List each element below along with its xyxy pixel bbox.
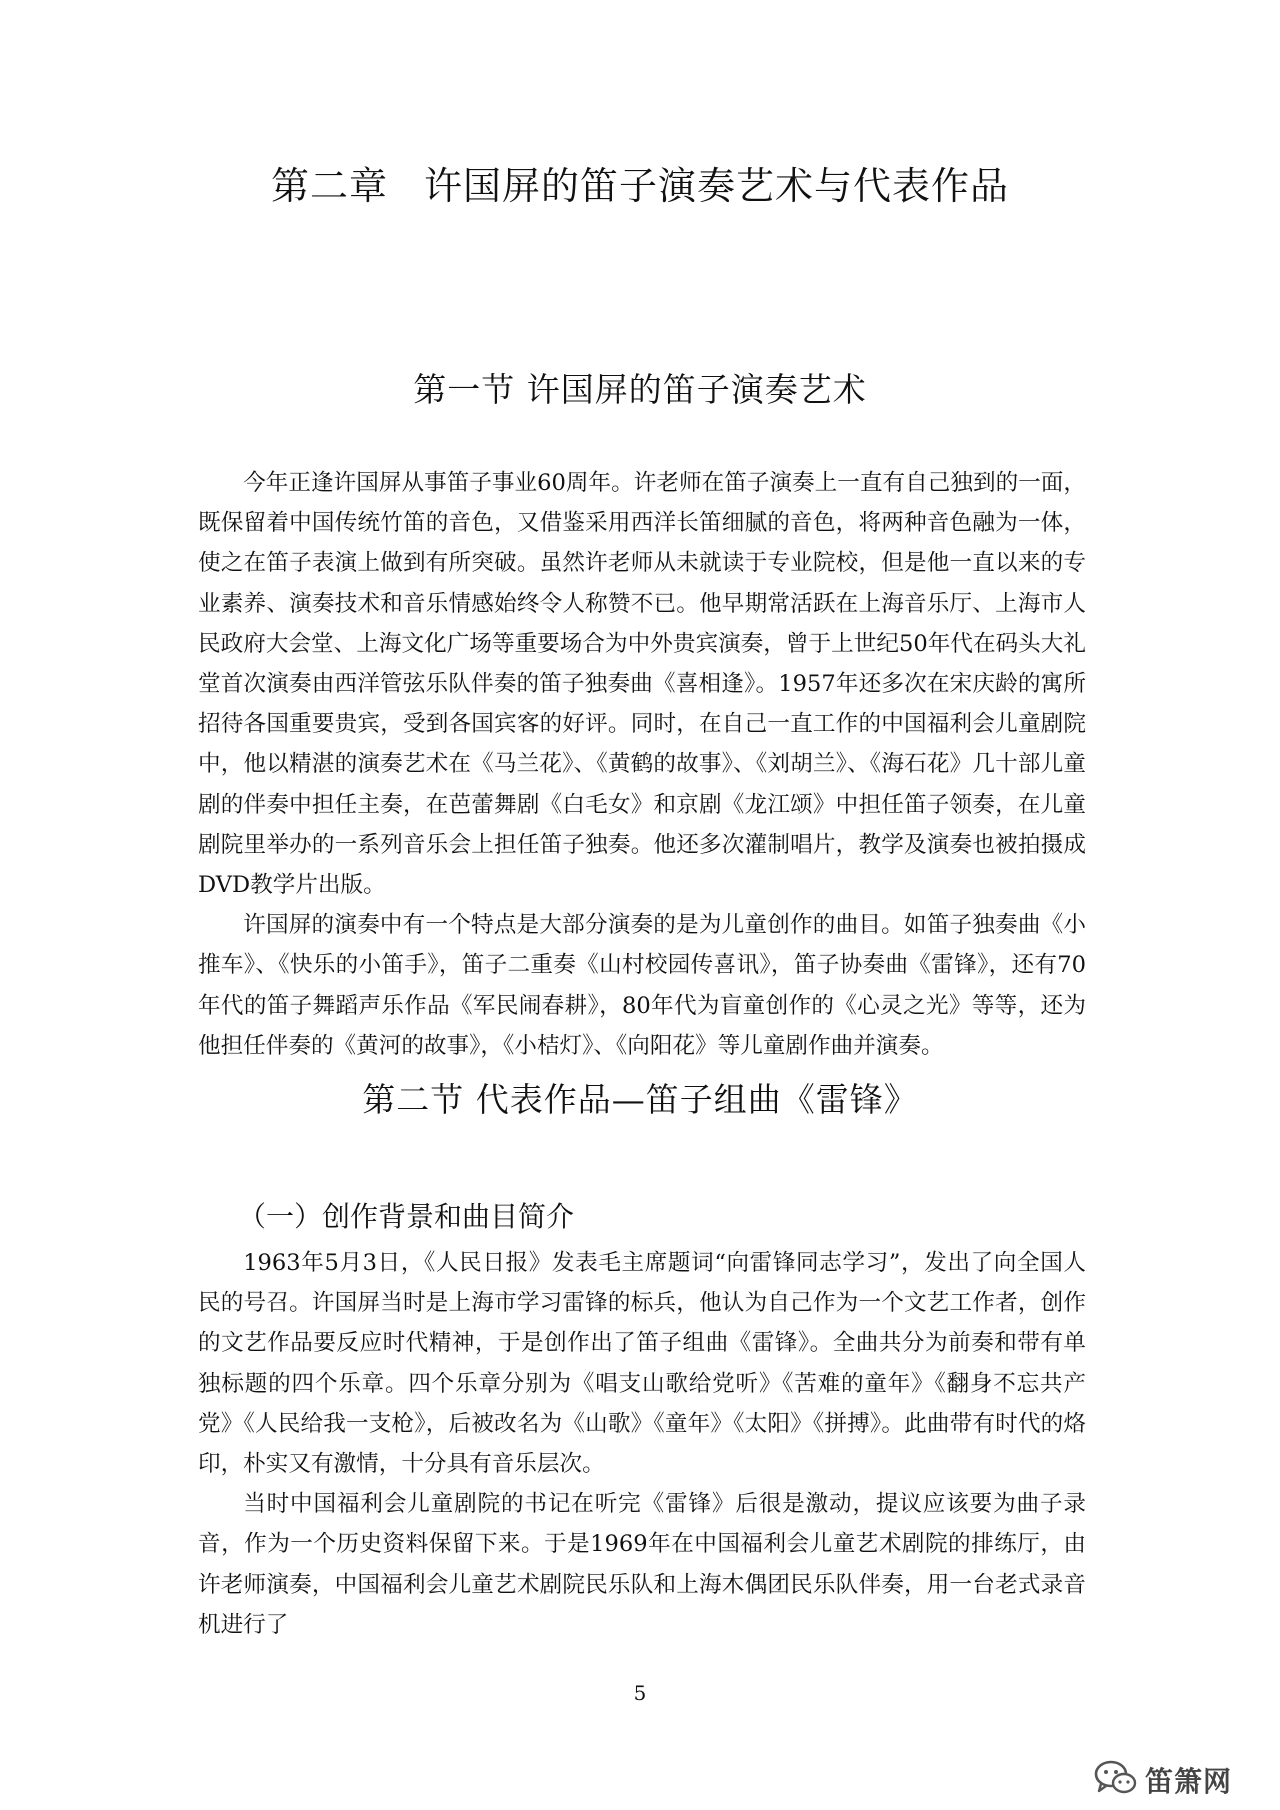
paragraph: 1963年5月3日，《人民日报》发表毛主席题词“向雷锋同志学习”，发出了向全国人民的号召。许国屏当时是上海市学习雷锋的标兵，他认为自己作为一个文艺工作者，创作的文艺作品要反应时代精神，于是创作出了笛子组曲《雷锋》。全曲共分为前奏和带有单独标题的四个乐章。四个乐章分别为《唱支山歌给党听》《苦难的童年》《翻身不忘共产党》《人民给我一支枪》，后被改名为《山歌》《童年》《太阳》《拼搏》。此曲带有时代的烙印，朴实又有激情，十分具有音乐层次。 (198, 1250, 1086, 1478)
chapter-title (0, 162, 1280, 210)
section-2-title: 第二节 代表作品—笛子组曲《雷锋》 (362, 1080, 918, 1119)
chapter-title-text: 许国屏的笛子演奏艺术与代表作品 (424, 164, 1010, 208)
watermark-text: 笛箫网 (1144, 1765, 1232, 1798)
paragraph: 许国屏的演奏中有一个特点是大部分演奏的是为儿童创作的曲目。如笛子独奏曲《小推车》、《快乐的小笛手》，笛子二重奏《山村校园传喜讯》，笛子协奏曲《雷锋》，还有70年代的笛子舞蹈声乐作品《军民闹春耕》，80年代为盲童创作的《心灵之光》等等，还为他担任伴奏的《黄河的故事》，《小桔灯》、《向阳花》等儿童剧作曲并演奏。 (198, 912, 1086, 1059)
wechat-icon (1093, 1758, 1139, 1802)
section-1-title: 第一节 许国屏的笛子演奏艺术 (413, 370, 867, 409)
section-1-body (198, 463, 1086, 1066)
paragraph: 今年正逢许国屏从事笛子事业60周年。许老师在笛子演奏上一直有自己独到的一面，既保留着中国传统竹笛的音色，又借鉴采用西洋长笛细腻的音色，将两种音色融为一体，使之在笛子表演上做到有所突破。虽然许老师从未就读于专业院校，但是他一直以来的专业素养、演奏技术和音乐情感始终令人称赞不已。他早期常活跃在上海音乐厅、上海市人民政府大会堂、上海文化广场等重要场合为中外贵宾演奏，曾于上世纪50年代在码头大礼堂首次演奏由西洋管弦乐队伴奏的笛子独奏曲《喜相逢》。1957年还多次在宋庆龄的寓所招待各国重要贵宾，受到各国宾客的好评。同时，在自己一直工作的中国福利会儿童剧院中，他以精湛的演奏艺术在《马兰花》、《黄鹤的故事》、《刘胡兰》、《海石花》几十部儿童剧的伴奏中担任主奏，在芭蕾舞剧《白毛女》和京剧《龙江颂》中担任笛子领奏，在儿童剧院里举办的一系列音乐会上担任笛子独奏。他还多次灌制唱片，教学及演奏也被拍摄成DVD教学片出版。 (198, 470, 1086, 899)
page-number: 5 (633, 1681, 647, 1705)
section-2-body (198, 1243, 1086, 1645)
paragraph: 当时中国福利会儿童剧院的书记在听完《雷锋》后很是激动，提议应该要为曲子录音，作为一个历史资料保留下来。于是1969年在中国福利会儿童艺术剧院的排练厅，由许老师演奏，中国福利会儿童艺术剧院民乐队和上海木偶团民乐队伴奏，用一台老式录音机进行了 (198, 1491, 1086, 1638)
subsection-heading: （一）创作背景和曲目简介 (238, 1200, 575, 1233)
chapter-number: 第二章 (270, 164, 388, 208)
watermark (1093, 1758, 1232, 1802)
